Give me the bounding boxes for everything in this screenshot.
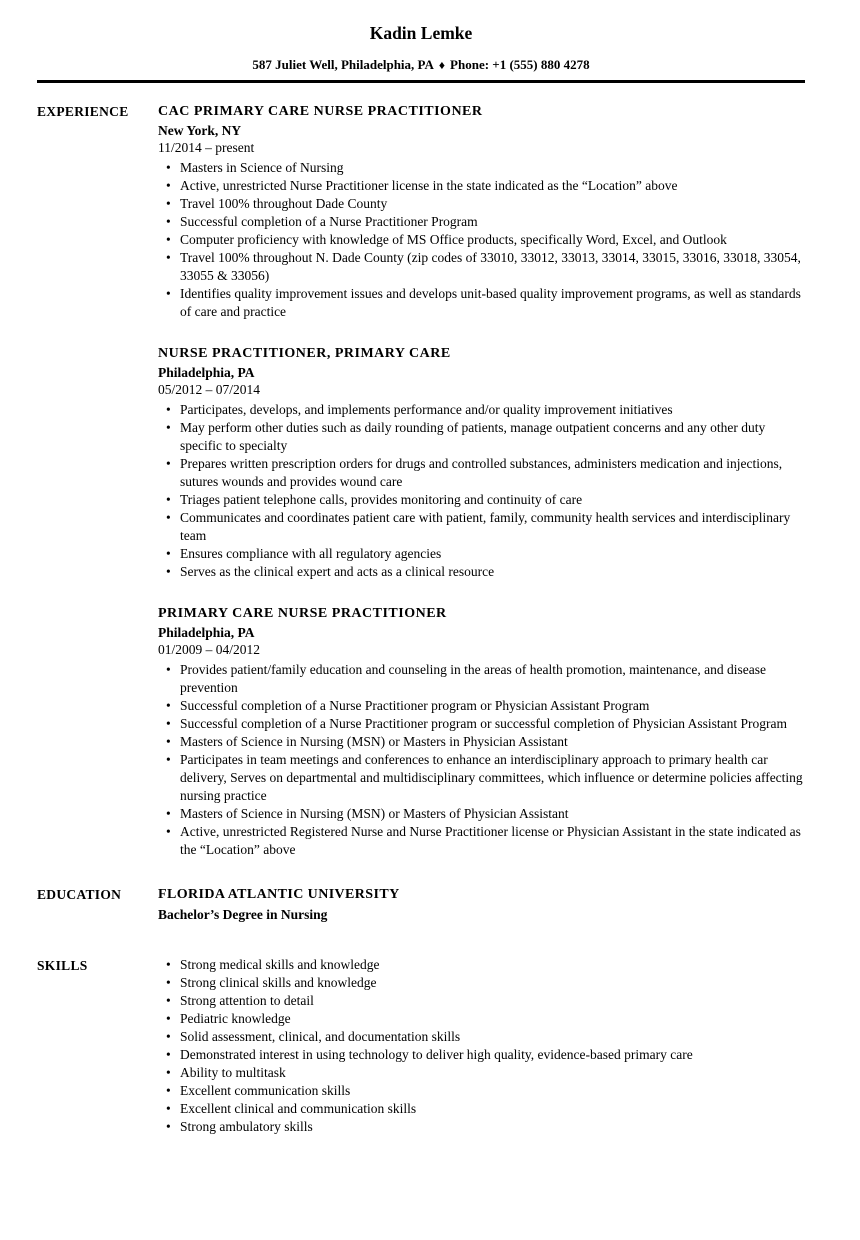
- skill-text: Strong ambulatory skills: [180, 1119, 313, 1134]
- bullet-text: Prepares written prescription orders for drugs and controlled substances, administers medication and injections, sutures wounds and provides wound care: [180, 456, 783, 489]
- bullet-item: [158, 805, 805, 823]
- bullet-text: Computer proficiency with knowledge of MS Office products, specifically Word, Excel, and Outlook: [180, 232, 727, 247]
- job-title: PRIMARY CARE NURSE PRACTITIONER: [158, 606, 447, 621]
- bullet-icon: •: [166, 286, 171, 301]
- job-entry: [158, 102, 805, 321]
- bullet-icon: •: [166, 420, 171, 435]
- bullet-icon: •: [166, 662, 171, 677]
- skill-text: Strong attention to detail: [180, 993, 314, 1008]
- skill-text: Pediatric knowledge: [180, 1011, 291, 1026]
- skill-item: [158, 1064, 805, 1082]
- bullet-item: [158, 231, 805, 249]
- skills-content: [158, 956, 805, 1136]
- bullet-item: [158, 733, 805, 751]
- bullet-icon: •: [166, 957, 171, 972]
- bullet-text: Triages patient telephone calls, provides monitoring and continuity of care: [180, 492, 583, 507]
- bullet-item: [158, 545, 805, 563]
- bullet-text: Successful completion of a Nurse Practitioner program or successful completion of Physician Assistant Program: [180, 716, 787, 731]
- education-content: [158, 885, 805, 924]
- bullet-icon: •: [166, 1083, 171, 1098]
- bullet-text: Travel 100% throughout Dade County: [180, 196, 388, 211]
- bullet-item: [158, 455, 805, 491]
- candidate-name: Kadin Lemke: [369, 23, 473, 43]
- header-divider: [37, 80, 805, 83]
- bullet-icon: •: [166, 214, 171, 229]
- bullet-icon: •: [166, 492, 171, 507]
- job-bullet-list: [158, 661, 805, 859]
- bullet-icon: •: [166, 196, 171, 211]
- job-bullet-list: [158, 401, 805, 581]
- bullet-item: [158, 159, 805, 177]
- bullet-icon: •: [166, 1011, 171, 1026]
- skill-text: Strong medical skills and knowledge: [180, 957, 380, 972]
- bullet-text: Identifies quality improvement issues and develops unit-based quality improvement programs, as well as standards of care and practice: [180, 286, 801, 319]
- bullet-text: May perform other duties such as daily rounding of patients, manage outpatient concerns and any other duty specific to specialty: [180, 420, 766, 453]
- bullet-text: Ensures compliance with all regulatory agencies: [180, 546, 442, 561]
- bullet-icon: •: [166, 1029, 171, 1044]
- bullet-icon: •: [166, 824, 171, 839]
- skill-item: [158, 956, 805, 974]
- skills-section: [37, 956, 805, 1136]
- address-text: 587 Juliet Well, Philadelphia, PA: [252, 57, 434, 72]
- bullet-icon: •: [166, 546, 171, 561]
- bullet-text: Active, unrestricted Nurse Practitioner license in the state indicated as the “Location” above: [180, 178, 678, 193]
- bullet-icon: •: [166, 510, 171, 525]
- bullet-item: [158, 249, 805, 285]
- bullet-item: [158, 491, 805, 509]
- bullet-icon: •: [166, 806, 171, 821]
- experience-section: [37, 102, 805, 859]
- bullet-item: [158, 195, 805, 213]
- bullet-text: Active, unrestricted Registered Nurse and Nurse Practitioner license or Physician Assistant in the state indicated as the “Location” above: [180, 824, 801, 857]
- bullet-icon: •: [166, 975, 171, 990]
- job-entry: [158, 604, 805, 859]
- bullet-text: Successful completion of a Nurse Practitioner program or Physician Assistant Program: [180, 698, 650, 713]
- bullet-item: [158, 563, 805, 581]
- bullet-item: [158, 751, 805, 805]
- skill-text: Strong clinical skills and knowledge: [180, 975, 377, 990]
- bullet-icon: •: [166, 752, 171, 767]
- bullet-item: [158, 401, 805, 419]
- skill-text: Excellent clinical and communication skills: [180, 1101, 417, 1116]
- bullet-icon: •: [166, 402, 171, 417]
- job-location: New York, NY: [158, 123, 242, 138]
- bullet-item: [158, 661, 805, 697]
- experience-section-label: EXPERIENCE: [37, 104, 129, 119]
- skill-text: Excellent communication skills: [180, 1083, 351, 1098]
- bullet-item: [158, 419, 805, 455]
- skill-text: Solid assessment, clinical, and documentation skills: [180, 1029, 461, 1044]
- bullet-text: Masters of Science in Nursing (MSN) or Masters of Physician Assistant: [180, 806, 569, 821]
- skill-item: [158, 974, 805, 992]
- bullet-text: Provides patient/family education and counseling in the areas of health promotion, maintenance, and disease prevention: [180, 662, 766, 695]
- bullet-text: Successful completion of a Nurse Practitioner Program: [180, 214, 478, 229]
- bullet-icon: •: [166, 1065, 171, 1080]
- skill-item: [158, 1028, 805, 1046]
- bullet-icon: •: [166, 716, 171, 731]
- skill-item: [158, 1118, 805, 1136]
- bullet-icon: •: [166, 456, 171, 471]
- bullet-item: [158, 823, 805, 859]
- bullet-icon: •: [166, 1119, 171, 1134]
- bullet-icon: •: [166, 232, 171, 247]
- job-title: CAC PRIMARY CARE NURSE PRACTITIONER: [158, 104, 483, 119]
- bullet-text: Serves as the clinical expert and acts as a clinical resource: [180, 564, 495, 579]
- experience-content: [158, 102, 805, 859]
- job-dates: 01/2009 – 04/2012: [158, 642, 261, 657]
- job-location: Philadelphia, PA: [158, 365, 255, 380]
- education-school: FLORIDA ATLANTIC UNIVERSITY: [158, 887, 400, 902]
- bullet-icon: •: [166, 1101, 171, 1116]
- job-dates: 11/2014 – present: [158, 140, 255, 155]
- contact-line: [37, 56, 805, 74]
- bullet-icon: •: [166, 698, 171, 713]
- bullet-icon: •: [166, 178, 171, 193]
- bullet-icon: •: [166, 160, 171, 175]
- job-dates: 05/2012 – 07/2014: [158, 382, 261, 397]
- bullet-icon: •: [166, 734, 171, 749]
- bullet-text: Communicates and coordinates patient care with patient, family, community health services and interdisciplinary team: [180, 510, 791, 543]
- bullet-item: [158, 715, 805, 733]
- phone-text: Phone: +1 (555) 880 4278: [450, 57, 590, 72]
- skills-list: [158, 956, 805, 1136]
- bullet-icon: •: [166, 993, 171, 1008]
- bullet-text: Travel 100% throughout N. Dade County (zip codes of 33010, 33012, 33013, 33014, 33015, 33016, 33018, 33054, 33055 & 33056): [180, 250, 801, 283]
- resume-header: [37, 22, 805, 83]
- bullet-icon: •: [166, 250, 171, 265]
- bullet-item: [158, 509, 805, 545]
- bullet-icon: •: [166, 1047, 171, 1062]
- bullet-item: [158, 213, 805, 231]
- bullet-text: Participates in team meetings and conferences to enhance an interdisciplinary approach to primary health car delivery, Serves on departmental and multidisciplinary committees, which influence or determine policies affecting nursing practice: [180, 752, 803, 803]
- education-degree: Bachelor’s Degree in Nursing: [158, 907, 328, 922]
- skills-section-label: SKILLS: [37, 958, 88, 973]
- skill-item: [158, 1010, 805, 1028]
- bullet-text: Masters in Science of Nursing: [180, 160, 344, 175]
- skill-text: Demonstrated interest in using technology to deliver high quality, evidence-based primary care: [180, 1047, 693, 1062]
- skill-item: [158, 1046, 805, 1064]
- skill-item: [158, 1082, 805, 1100]
- bullet-item: [158, 285, 805, 321]
- bullet-item: [158, 177, 805, 195]
- job-title: NURSE PRACTITIONER, PRIMARY CARE: [158, 346, 451, 361]
- education-section-label: EDUCATION: [37, 887, 122, 902]
- diamond-separator-icon: ♦: [438, 58, 446, 72]
- job-entry: [158, 344, 805, 581]
- bullet-text: Masters of Science in Nursing (MSN) or Masters in Physician Assistant: [180, 734, 568, 749]
- skill-item: [158, 992, 805, 1010]
- bullet-icon: •: [166, 564, 171, 579]
- bullet-text: Participates, develops, and implements performance and/or quality improvement initiatives: [180, 402, 673, 417]
- bullet-item: [158, 697, 805, 715]
- education-section: [37, 885, 805, 924]
- job-bullet-list: [158, 159, 805, 321]
- job-location: Philadelphia, PA: [158, 625, 255, 640]
- skill-text: Ability to multitask: [180, 1065, 286, 1080]
- skill-item: [158, 1100, 805, 1118]
